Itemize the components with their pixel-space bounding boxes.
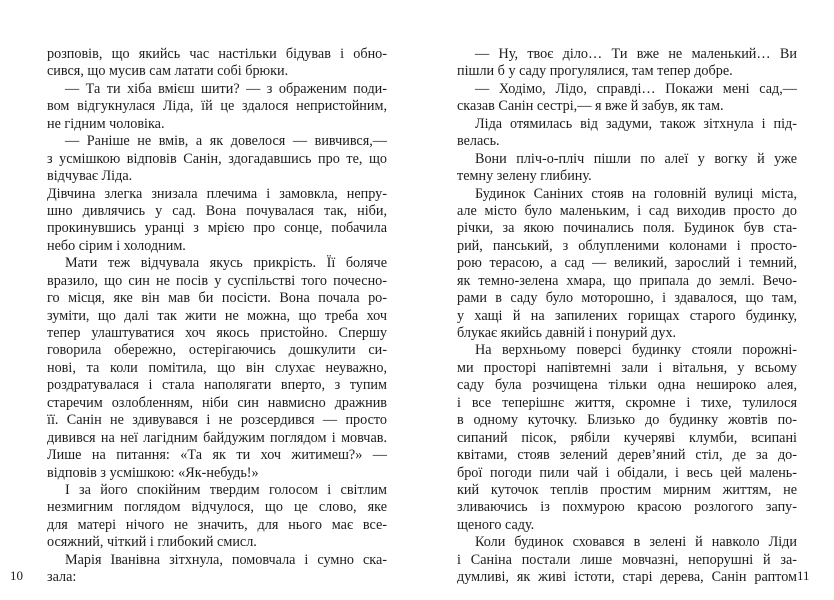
text-line: сказав Санін сестрі,— я вже й забув, як там. (457, 98, 724, 115)
text-line: але місто було маленьким, і сад виходив просто до (457, 202, 797, 219)
text-line: зуміти, що далі так жити не можна, що треба хоч (47, 307, 387, 324)
text-line: для матері нічого не значить, для нього має все- (47, 516, 387, 533)
text-line: тепер улаштуватися хоч якось пристойно. Спершу (47, 325, 387, 341)
text-line: осяжний, чіткий і глибокий смисл. (47, 534, 257, 551)
text-line: саду була розчищена тільки одна нешироко алея, (457, 377, 797, 394)
text-line: її. Санін не здивувався і не розсердився — просто (47, 412, 387, 429)
text-line: відповів з усмішкою: «Як-небудь!» (47, 464, 259, 481)
text-line: велась. (457, 133, 500, 150)
text-line: і Саніна постали лише мовчазні, непорушні й за- (457, 551, 797, 568)
text-line: Мати теж відчувала якусь прикрість. Її боляче (65, 255, 387, 272)
text-line: Марія Іванівна зітхнула, помовчала і сумно ска- (65, 551, 387, 568)
text-line: з усмішкою відповів Санін, здогадавшись про те, що (47, 150, 387, 167)
text-line: Дівчина злегка знизала плечима і замовкла, непру- (47, 185, 387, 202)
text-line: блукає якийсь давній і понурий дух. (457, 325, 677, 341)
text-line: вразило, що син не посів у суспільстві того почесно- (47, 272, 387, 289)
text-line: пішли б у саду прогулялися, там тепер добре. (457, 63, 733, 80)
text-line: щеного саду. (457, 516, 535, 533)
text-line: — Ну, твоє діло… Ти вже не маленький… Ви (475, 46, 797, 62)
text-line: кий куточок теплів простим мирним життям, не (457, 481, 797, 498)
text-line: го місця, яке він мав би посісти. Вона почала ро- (47, 290, 387, 307)
text-line: у хащі й на запилених горищах старого будинку, (457, 307, 797, 324)
text-line: не гідним чоловіка. (47, 115, 165, 132)
right-page-number: 11 (797, 568, 810, 583)
text-line: старечим озлобленням, ніби син навмисно дражнив (47, 394, 387, 411)
text-line: небо сірим і холодним. (47, 237, 186, 254)
text-line: темну зелену глибину. (457, 168, 592, 185)
text-line: брої погоди пили чай і обідали, і весь цей малень- (457, 464, 797, 481)
text-line: зала: (47, 569, 77, 586)
left-page-number: 10 (10, 568, 23, 583)
text-line: прокинувшись уранці з мрією про сонце, побачила (47, 220, 387, 237)
text-line: відчуває Ліда. (47, 168, 133, 185)
text-line: сипаний пісок, рябіли кучеряві клумби, всипані (457, 429, 797, 446)
text-line: ми просторі напівтемні зали і вітальня, у всьому (457, 359, 797, 376)
text-line: вом відгукнулася Ліда, їй це здалося непристойним, (47, 98, 387, 115)
text-line: Вони пліч-о-пліч пішли по алеї у вогку й уже (475, 150, 797, 167)
text-line: Коли будинок сховався в зелені й навколо Ліди (475, 534, 797, 551)
text-line: думливі, як живі істоти, старі дерева, Санін раптом (457, 569, 797, 586)
text-line: говорила обережно, остерігаючись дошкулити си- (47, 342, 387, 359)
text-line: рами в саду було моторошно, і здавалося, що там, (457, 290, 797, 307)
text-line: роздратувалася і стала наполягати вперто, з тупим (47, 377, 387, 394)
text-line: На верхньому поверсі будинку стояли порожні- (475, 342, 797, 359)
text-line: Ліда отямилась від задуми, також зітхнула і під- (475, 115, 797, 132)
text-line: розповів, що якийсь час настільки бідував і обно- (47, 46, 387, 62)
text-line: нові, та коли помітила, що він слухає неуважно, (47, 359, 387, 376)
left-page (47, 46, 387, 587)
text-line: — Ходімо, Лідо, справді… Покажи мені сад,— (475, 80, 797, 97)
text-line: рий, панський, з облупленими колонами і просто- (457, 237, 797, 254)
text-line: І за його спокійним твердим голосом і світлим (65, 481, 387, 498)
text-line: і все теперішнє життя, скромне і тихе, тулилося (457, 394, 797, 411)
text-line: рою терасою, а сад — великий, зарослий і темний, (457, 255, 797, 272)
text-line: сився, що мусив сам латати собі брюки. (47, 63, 289, 80)
text-line: незмигним поглядом відчулося, що це слово, яке (47, 499, 387, 516)
text-line: Лише на питання: «Та як ти хоч житимеш?» — (47, 447, 387, 464)
text-line: квітами, стояв зелений дерев’яний стіл, де за до- (457, 447, 797, 464)
right-page (457, 46, 797, 587)
text-line: річки, за якою починались поля. Будинок був ста- (457, 220, 797, 237)
text-line: в одному куточку. Близько до будинку жовтів по- (457, 412, 797, 429)
text-line: Будинок Саніних стояв на головній вулиці міста, (475, 185, 797, 202)
text-line: як темно-зелена хмара, що припала до землі. Вечо- (457, 272, 797, 289)
text-line: — Та ти хіба вмієш шити? — з ображеним поди- (65, 80, 387, 97)
text-line: — Раніше не вмів, а як довелося — вивчився,— (65, 133, 387, 150)
text-line: зливаючись із похмурою красою розлогого запу- (457, 499, 797, 516)
text-line: шно дивлячись у сад. Вона почувалася так, ніби, (47, 202, 387, 219)
text-line: дивився на неї лагідним байдужим поглядом і мовчав. (47, 429, 387, 446)
